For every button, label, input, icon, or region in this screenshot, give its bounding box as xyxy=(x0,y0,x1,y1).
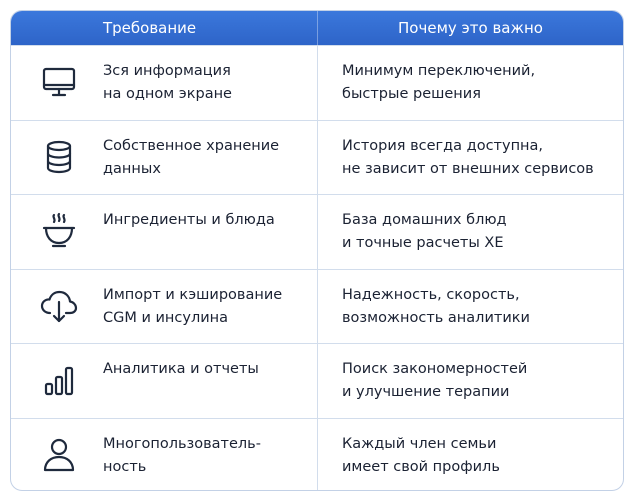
database-icon xyxy=(39,137,79,177)
why-cell xyxy=(318,46,623,120)
why-cell xyxy=(318,121,623,195)
why-text: Каждый член семьи имеет свой профиль xyxy=(342,435,500,475)
why-text: История всегда доступна, не зависит от внешних сервисов xyxy=(342,137,594,177)
table-row xyxy=(11,343,623,418)
requirement-label: Зся информация на одном экране xyxy=(103,63,232,102)
table-header xyxy=(11,11,623,45)
requirement-label: Аналитика и отчеты xyxy=(103,361,259,377)
cloud-download-icon xyxy=(39,286,79,326)
header-why: Почему это важно xyxy=(398,19,543,37)
requirement-label: Собственное хранение данных xyxy=(103,137,280,177)
requirements-table xyxy=(10,10,624,491)
why-cell xyxy=(318,270,623,344)
requirement-cell xyxy=(11,195,318,269)
requirement-cell xyxy=(11,270,318,344)
why-cell xyxy=(318,195,623,269)
table-row xyxy=(11,45,623,120)
header-requirement: Требование xyxy=(11,11,318,45)
why-text: Минимум переключений, быстрые решения xyxy=(342,63,536,102)
why-text: Надежность, скорость, возможность аналитики xyxy=(342,286,530,326)
table-row xyxy=(11,120,623,195)
requirement-label: Ингредиенты и блюда xyxy=(103,212,275,228)
requirement-cell xyxy=(11,46,318,120)
why-text: База домашних блюд и точные расчеты ХЕ xyxy=(342,212,507,251)
user-icon xyxy=(39,435,79,475)
why-text: Поиск закономерностей и улучшение терапии xyxy=(342,361,528,400)
requirement-label: Многопользователь- ность xyxy=(103,435,261,475)
food-bowl-icon xyxy=(39,211,79,251)
table-row xyxy=(11,194,623,269)
bar-chart-icon xyxy=(39,360,79,400)
requirement-label: Импорт и кэширование CGM и инсулина xyxy=(103,286,283,326)
monitor-icon xyxy=(39,62,79,102)
table-row xyxy=(11,269,623,344)
requirement-cell xyxy=(11,419,318,492)
table-row xyxy=(11,418,623,492)
why-cell xyxy=(318,419,623,492)
why-cell xyxy=(318,344,623,418)
requirement-cell xyxy=(11,121,318,195)
requirement-cell xyxy=(11,344,318,418)
